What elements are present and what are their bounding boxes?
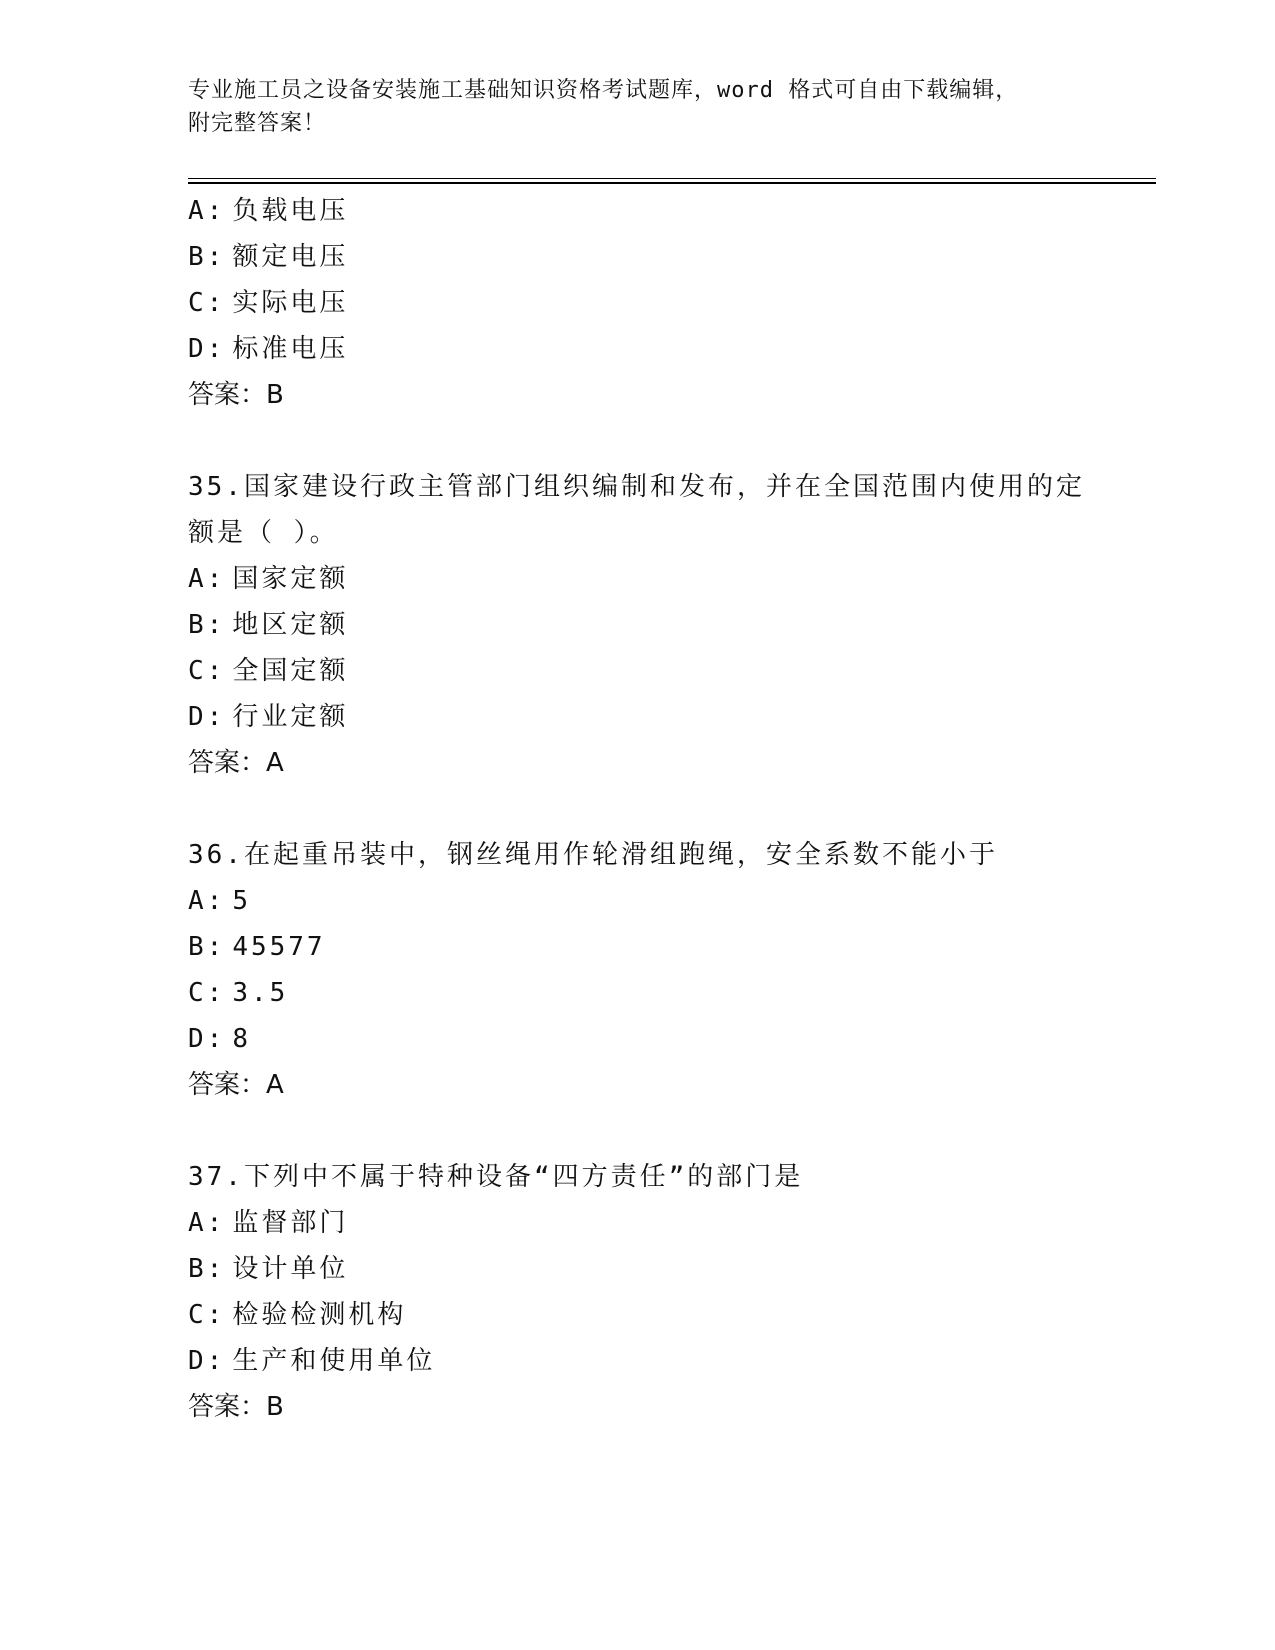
- option-b: B: 45577: [188, 932, 326, 962]
- question-stem: 37.下列中不属于特种设备“四方责任”的部门是: [188, 1162, 804, 1192]
- header-rule-thick: [188, 182, 1156, 184]
- option-text: 地区定额: [232, 610, 349, 640]
- option-letter: C: [188, 288, 207, 318]
- option-text: 3.5: [232, 978, 289, 1008]
- option-letter: B: [188, 1254, 207, 1284]
- option-b: B: 地区定额: [188, 610, 349, 640]
- option-text: 5: [232, 886, 251, 916]
- question-stem: 35.国家建设行政主管部门组织编制和发布，并在全国范围内使用的定: [188, 472, 1085, 502]
- option-letter: C: [188, 1300, 207, 1330]
- option-a: A: 负载电压: [188, 196, 349, 226]
- option-a: A: 5: [188, 886, 251, 916]
- option-letter: C: [188, 978, 207, 1008]
- option-letter: B: [188, 242, 207, 272]
- option-d: D: 标准电压: [188, 334, 349, 364]
- option-text: 标准电压: [232, 334, 349, 364]
- option-letter: A: [188, 196, 207, 226]
- option-text: 设计单位: [232, 1254, 349, 1284]
- header-line-2: 附完整答案！: [188, 111, 327, 136]
- question-list: [188, 188, 1088, 1430]
- option-d: D: 行业定额: [188, 702, 349, 732]
- option-d: D: 8: [188, 1024, 251, 1054]
- option-text: 45577: [232, 932, 326, 962]
- option-letter: C: [188, 656, 207, 686]
- option-c: C: 全国定额: [188, 656, 349, 686]
- option-letter: D: [188, 1024, 207, 1054]
- option-letter: A: [188, 1208, 207, 1238]
- question-stem-continued: 额是（ ）。: [188, 518, 339, 548]
- option-text: 行业定额: [232, 702, 349, 732]
- option-letter: D: [188, 702, 207, 732]
- option-a: A: 监督部门: [188, 1208, 349, 1238]
- answer-line: 答案：A: [188, 1070, 284, 1100]
- option-letter: A: [188, 564, 207, 594]
- option-text: 检验检测机构: [232, 1300, 407, 1330]
- option-c: C: 检验检测机构: [188, 1300, 407, 1330]
- option-text: 负载电压: [232, 196, 349, 226]
- option-c: C: 实际电压: [188, 288, 349, 318]
- question-36: [188, 832, 1088, 1108]
- option-text: 额定电压: [232, 242, 349, 272]
- option-text: 全国定额: [232, 656, 349, 686]
- answer-line: 答案：B: [188, 380, 284, 410]
- question-37: [188, 1154, 1088, 1430]
- option-letter: D: [188, 334, 207, 364]
- option-c: C: 3.5: [188, 978, 289, 1008]
- option-b: B: 额定电压: [188, 242, 349, 272]
- question-35: [188, 464, 1088, 786]
- question-stem: 36.在起重吊装中，钢丝绳用作轮滑组跑绳，安全系数不能小于: [188, 840, 998, 870]
- option-text: 国家定额: [232, 564, 349, 594]
- answer-line: 答案：B: [188, 1392, 284, 1422]
- option-letter: D: [188, 1346, 207, 1376]
- option-text: 监督部门: [232, 1208, 349, 1238]
- header-rule-thin: [188, 178, 1156, 179]
- option-text: 8: [232, 1024, 251, 1054]
- option-letter: B: [188, 610, 207, 640]
- option-letter: B: [188, 932, 207, 962]
- option-a: A: 国家定额: [188, 564, 349, 594]
- question-34-continued: [188, 188, 1088, 418]
- option-text: 生产和使用单位: [232, 1346, 436, 1376]
- document-header: [188, 74, 1088, 140]
- answer-line: 答案：A: [188, 748, 284, 778]
- header-line-1: 专业施工员之设备安装施工基础知识资格考试题库，word 格式可自由下载编辑，: [188, 78, 1019, 103]
- option-letter: A: [188, 886, 207, 916]
- option-b: B: 设计单位: [188, 1254, 349, 1284]
- option-d: D: 生产和使用单位: [188, 1346, 436, 1376]
- option-text: 实际电压: [232, 288, 349, 318]
